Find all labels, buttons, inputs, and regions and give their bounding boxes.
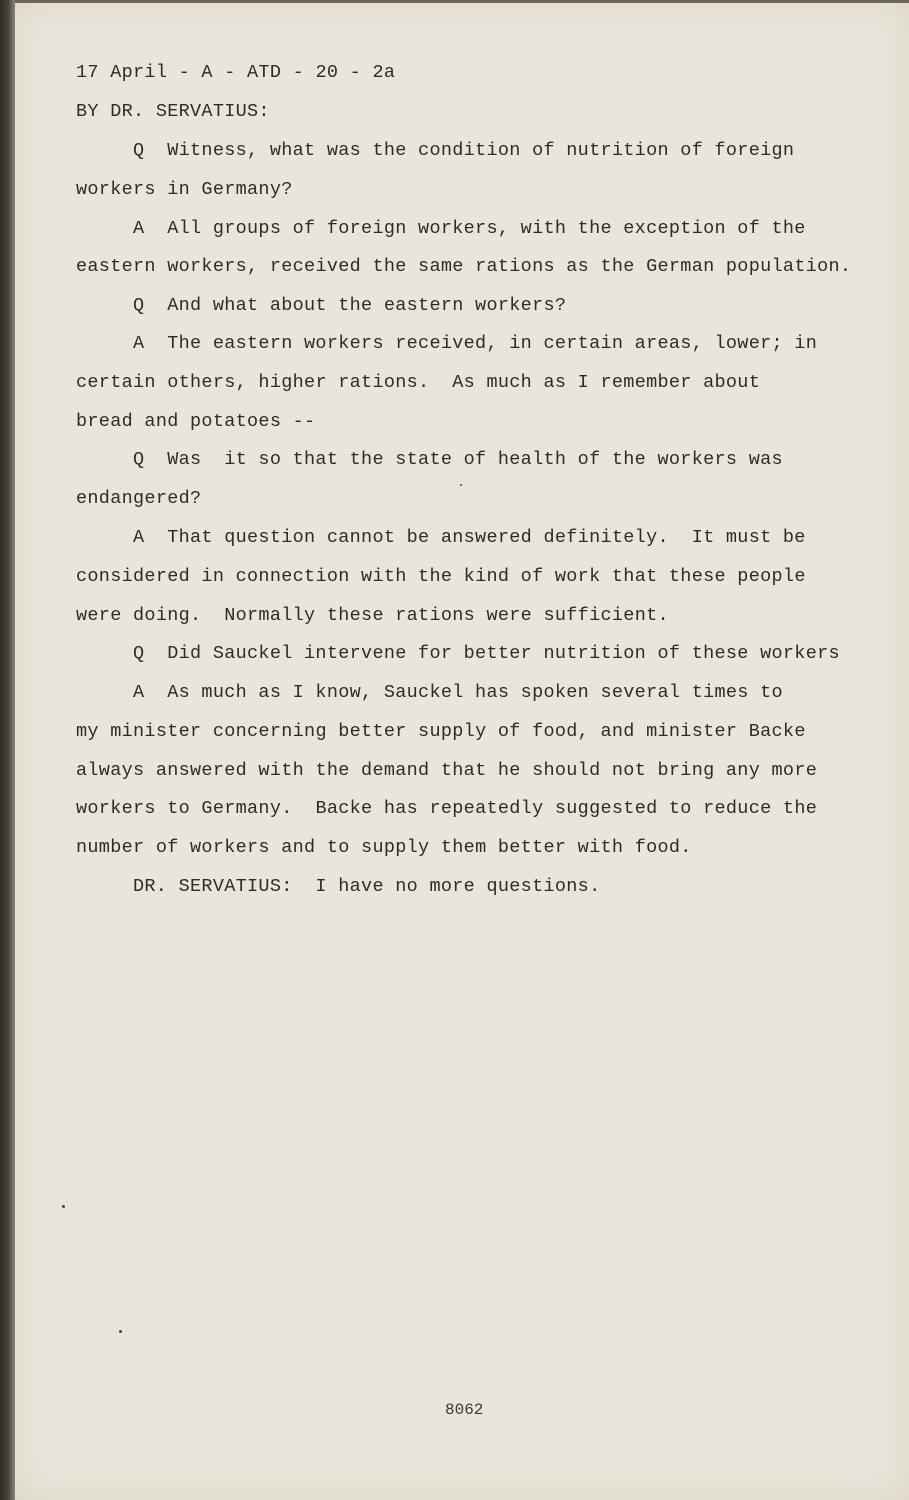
answer-line: considered in connection with the kind of work that these people	[76, 566, 806, 587]
paper-speck	[62, 1205, 65, 1208]
answer-line: A The eastern workers received, in certain areas, lower; in	[133, 333, 818, 354]
question-line: Q Did Sauckel intervene for better nutrition of these workers	[133, 643, 840, 664]
scan-binding-edge	[0, 0, 15, 1500]
question-line: Q And what about the eastern workers?	[133, 295, 567, 316]
scan-top-edge	[15, 0, 909, 3]
answer-line: eastern workers, received the same rations as the German population.	[76, 256, 852, 277]
answer-line: always answered with the demand that he should not bring any more	[76, 760, 818, 781]
answer-line: A That question cannot be answered definitely. It must be	[133, 527, 806, 548]
document-reference-header: 17 April - A - ATD - 20 - 2a	[76, 62, 396, 83]
question-line: Q Was it so that the state of health of the workers was	[133, 449, 783, 470]
answer-line: my minister concerning better supply of food, and minister Backe	[76, 721, 806, 742]
closing-statement: DR. SERVATIUS: I have no more questions.	[133, 876, 601, 897]
examiner-heading: BY DR. SERVATIUS:	[76, 101, 270, 122]
answer-line: workers to Germany. Backe has repeatedly suggested to reduce the	[76, 798, 818, 819]
answer-line: A As much as I know, Sauckel has spoken several times to	[133, 682, 783, 703]
answer-line: bread and potatoes --	[76, 411, 316, 432]
page-number: 8062	[445, 1401, 484, 1419]
answer-line: A All groups of foreign workers, with the exception of the	[133, 218, 806, 239]
paper-speck	[460, 484, 462, 486]
paper-speck	[119, 1330, 122, 1333]
answer-line: number of workers and to supply them better with food.	[76, 837, 692, 858]
answer-line: were doing. Normally these rations were sufficient.	[76, 605, 669, 626]
question-line: endangered?	[76, 488, 202, 509]
question-line: Q Witness, what was the condition of nutrition of foreign	[133, 140, 795, 161]
question-line: workers in Germany?	[76, 179, 293, 200]
answer-line: certain others, higher rations. As much as I remember about	[76, 372, 761, 393]
